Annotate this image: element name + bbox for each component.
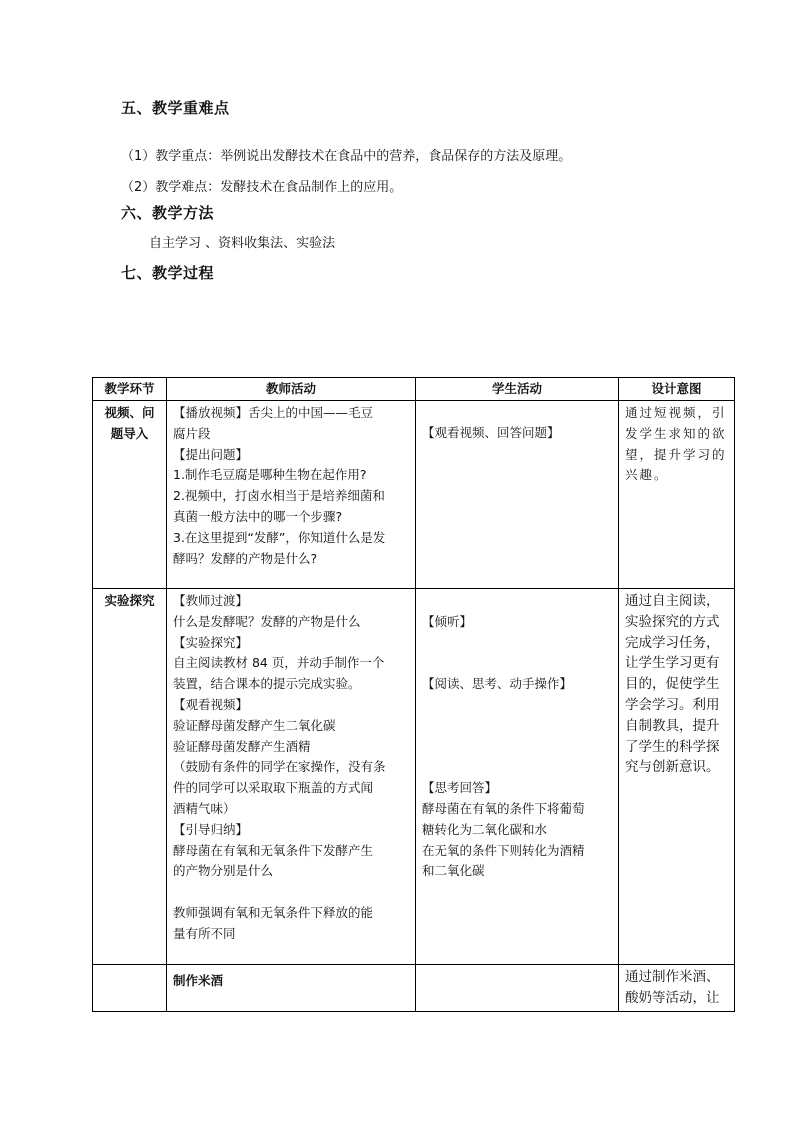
intent-line: 发学生求知的欲 — [625, 425, 727, 441]
intent-cell — [619, 589, 735, 965]
intent-line: 通过制作米酒、 — [625, 969, 720, 985]
student-cell — [416, 589, 619, 965]
student-line: 糖转化为二氧化碳和水 — [422, 821, 548, 837]
teacher-line: 腐片段 — [173, 425, 211, 441]
teacher-line: 【教师过渡】 — [173, 593, 249, 608]
student-line: 酵母菌在有氧的条件下将葡萄 — [422, 800, 585, 816]
section-6-title: 六、教学方法 — [121, 204, 215, 222]
header-intent: 设计意图 — [619, 378, 735, 401]
student-cell — [416, 965, 619, 1012]
teacher-line: 什么是发酵呢？发酵的产物是什么 — [173, 613, 361, 629]
student-line: 【思考回答】 — [422, 780, 498, 796]
teacher-line: 的产物分别是什么 — [173, 863, 274, 879]
difficult-point-text: （2）教学难点：发酵技术在食品制作上的应用。 — [121, 180, 403, 195]
intent-line: 让学生学习更有 — [625, 655, 720, 672]
teacher-line: 装置，结合课本的提示完成实验。 — [173, 676, 361, 692]
teacher-line: 3.在这里提到“发酵”，你知道什么是发 — [173, 529, 386, 545]
stage-line: 视频、问 — [104, 405, 155, 420]
student-line: 【观看视频、回答问题】 — [422, 425, 560, 440]
table-row — [93, 965, 735, 1012]
teacher-line: 酵吗？发酵的产物是什么? — [173, 550, 318, 566]
teacher-line: 件的同学可以采取取下瓶盖的方式闻 — [173, 780, 374, 796]
intent-line: 学会学习。利用 — [625, 696, 720, 713]
stage-line: 实验探究 — [104, 593, 155, 608]
teacher-line: 自主阅读教材 84 页，并动手制作一个 — [173, 655, 385, 671]
section-7-title: 七、教学过程 — [121, 264, 215, 282]
teacher-line: 【播放视频】舌尖上的中国——毛豆 — [173, 405, 374, 420]
teacher-line: 制作米酒 — [173, 973, 224, 988]
teacher-line: 教师强调有氧和无氧条件下释放的能 — [173, 904, 374, 920]
teacher-cell — [167, 401, 416, 589]
key-point-text: （1）教学重点：举例说出发酵技术在食品中的营养，食品保存的方法及原理。 — [121, 149, 572, 164]
intent-line: 通过短视频，引 — [625, 405, 727, 420]
student-line: 和二氧化碳 — [422, 863, 485, 879]
teacher-line: 【观看视频】 — [173, 696, 249, 712]
teacher-line: 酵母菌在有氧和无氧条件下发酵产生 — [173, 842, 374, 858]
table-header-row — [93, 378, 735, 401]
teacher-line: 酒精气味） — [173, 800, 236, 816]
teacher-line: 2.视频中，打卤水相当于是培养细菌和 — [173, 488, 385, 504]
teacher-line: 【提出问题】 — [173, 446, 249, 462]
teaching-process-table — [92, 377, 735, 1012]
teacher-line: 验证酵母菌发酵产生酒精 — [173, 738, 311, 754]
teacher-line: 验证酵母菌发酵产生二氧化碳 — [173, 717, 336, 733]
teacher-line: 【引导归纳】 — [173, 821, 249, 837]
header-teacher: 教师活动 — [167, 378, 416, 401]
student-cell — [416, 401, 619, 589]
intent-line: 望，提升学习的 — [625, 446, 727, 462]
teaching-methods-text: 自主学习 、资料收集法、实验法 — [149, 236, 336, 251]
stage-cell — [93, 589, 167, 965]
stage-cell — [93, 401, 167, 589]
intent-line: 究与创新意识。 — [625, 759, 720, 776]
intent-line: 通过自主阅读， — [625, 593, 720, 609]
intent-line: 自制教具，提升 — [625, 717, 720, 734]
teacher-line: 量有所不同 — [173, 925, 236, 941]
student-line: 在无氧的条件下则转化为酒精 — [422, 842, 585, 858]
intent-line: 实验探究的方式 — [625, 613, 720, 630]
teacher-cell — [167, 965, 416, 1012]
intent-line: 了学生的科学探 — [625, 738, 720, 755]
table-row — [93, 589, 735, 965]
header-stage: 教学环节 — [93, 378, 167, 401]
intent-line: 兴趣。 — [625, 467, 669, 483]
stage-line: 题导入 — [110, 425, 149, 441]
teacher-line: 【实验探究】 — [173, 634, 249, 650]
teacher-line: 1.制作毛豆腐是哪种生物在起作用? — [173, 467, 367, 483]
section-5-title: 五、教学重难点 — [121, 99, 230, 117]
intent-line: 酸奶等活动，让 — [625, 989, 720, 1006]
stage-cell — [93, 965, 167, 1012]
teacher-line: 真菌一般方法中的哪一个步骤? — [173, 508, 343, 524]
intent-line: 目的，促使学生 — [625, 676, 720, 693]
intent-line: 完成学习任务， — [625, 634, 720, 651]
intent-cell — [619, 965, 735, 1012]
student-line: 【阅读、思考、动手操作】 — [422, 676, 573, 692]
table-row — [93, 401, 735, 589]
header-student: 学生活动 — [416, 378, 619, 401]
teacher-cell — [167, 589, 416, 965]
teacher-line: （鼓励有条件的同学在家操作，没有条 — [173, 759, 386, 775]
student-line: 【倾听】 — [422, 613, 473, 629]
intent-cell — [619, 401, 735, 589]
